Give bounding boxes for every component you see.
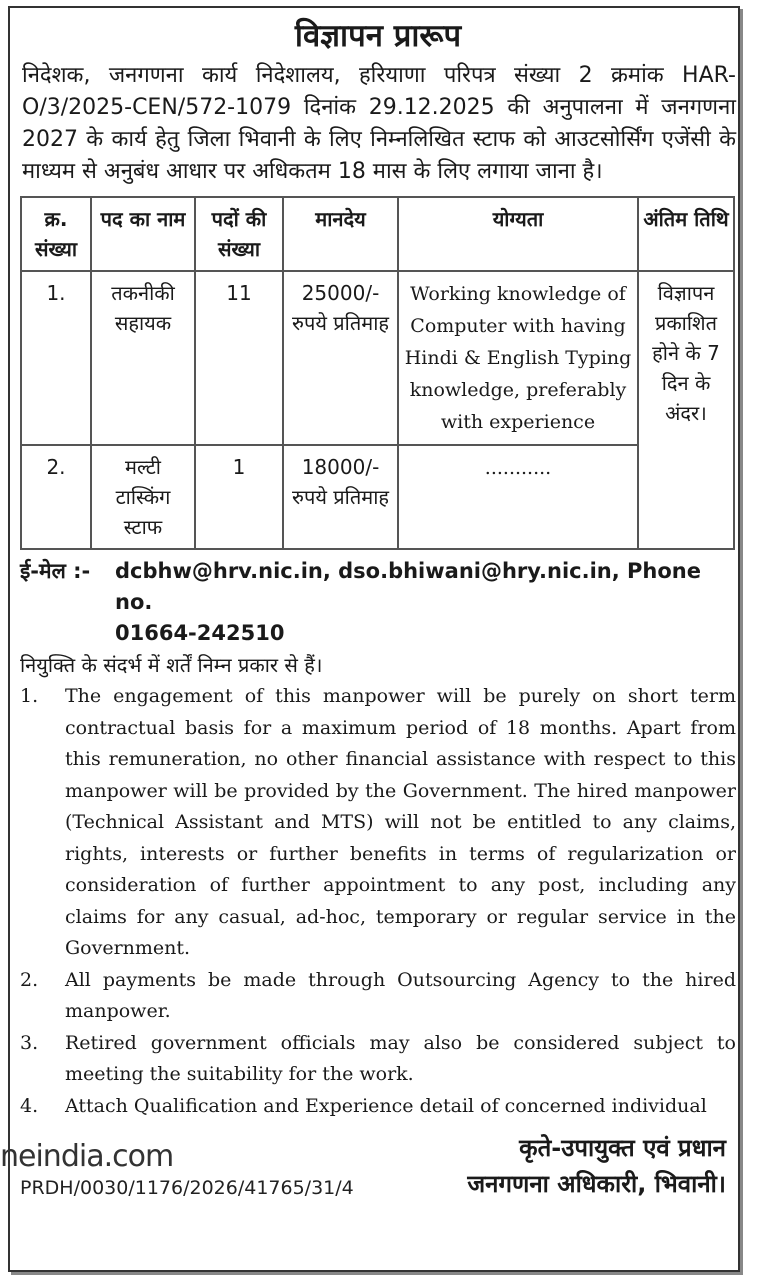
cell-pay: 25000/- रुपये प्रतिमाह (283, 271, 398, 445)
item-text: Retired government officials may also be considered subject to meeting the suitability for the work. (65, 1031, 736, 1085)
footer (0, 1130, 736, 1202)
header-sno: क्र. संख्या (21, 197, 91, 271)
list-item (20, 1028, 736, 1091)
email-label: ई-मेल :- (20, 559, 91, 583)
contact-info (20, 556, 736, 649)
item-number: 2. (20, 968, 39, 991)
cell-sno: 2. (21, 445, 91, 549)
reference-number: PRDH/0030/1176/2026/41765/31/4 (20, 1177, 354, 1199)
item-number: 4. (20, 1094, 39, 1117)
phone-number: 01664-242510 (115, 621, 285, 645)
terms-list (20, 681, 736, 1122)
cell-post: तकनीकी सहायक (91, 271, 195, 445)
item-number: 3. (20, 1031, 39, 1054)
posts-table (20, 196, 735, 550)
page-title: विज्ञापन प्रारूप (294, 18, 462, 54)
table-row (21, 445, 734, 549)
footer-left (0, 1139, 354, 1202)
signature-line-1: कृते-उपायुक्त एवं प्रधान (519, 1134, 726, 1162)
cell-count: 1 (195, 445, 283, 549)
cell-qualification: Working knowledge of Computer with having Hindi & English Typing knowledge, preferably with experience (398, 271, 638, 445)
header-post: पद का नाम (91, 197, 195, 271)
item-text: The engagement of this manpower will be purely on short term contractual basis for a maximum period of 18 months. Apart from this remuneration, no other financial assistance with respect to this manpower will be provided by the Government. The hired manpower (Technical Assistant and MTS) will not be entitled to any claims, rights, interests or further benefits in terms of regularization or consideration of further appointment to any post, including any claims for any casual, ad-hoc, temporary or regular service in the Government. (65, 685, 736, 959)
signature-block (467, 1130, 726, 1202)
item-text: Attach Qualification and Experience detail of concerned individual (65, 1094, 707, 1117)
table-header-row (21, 197, 734, 271)
cell-last-date: विज्ञापन प्रकाशित होने के 7 दिन के अंदर। (638, 271, 734, 549)
conditions-heading: नियुक्ति के संदर्भ में शर्तें निम्न प्रकार से हैं। (20, 653, 323, 677)
item-text: All payments be made through Outsourcing Agency to the hired manpower. (65, 968, 736, 1022)
header-qualification: योग्यता (398, 197, 638, 271)
cell-pay: 18000/- रुपये प्रतिमाह (283, 445, 398, 549)
signature-line-2: जनगणना अधिकारी, भिवानी। (467, 1170, 726, 1198)
item-number: 1. (20, 685, 39, 707)
cell-qualification: ........... (398, 445, 638, 549)
cell-post: मल्टी टास्किंग स्टाफ (91, 445, 195, 549)
header-last-date: अंतिम तिथि (638, 197, 734, 271)
watermark: neindia.com (0, 1139, 174, 1174)
cell-count: 11 (195, 271, 283, 445)
list-item (20, 681, 736, 965)
header-pay: मानदेय (283, 197, 398, 271)
table-row (21, 271, 734, 445)
cell-sno: 1. (21, 271, 91, 445)
list-item (20, 1091, 736, 1123)
header-count: पदों की संख्या (195, 197, 283, 271)
intro-paragraph: निदेशक, जनगणना कार्य निदेशालय, हरियाणा परिपत्र संख्या 2 क्रमांक HAR-O/3/2025-CEN/572-1079 दिनांक 29.12.2025 की अनुपालना में जनगणना 2027 के कार्य हेतु जिला भिवानी के लिए निम्नलिखित स्टाफ को आउटसोर्सिंग एजेंसी के माध्यम से अनुबंध आधार पर अधिकतम 18 मास के लिए लगाया जाना है। (22, 63, 736, 184)
email-addresses: dcbhw@hrv.nic.in, dso.bhiwani@hry.nic.in, Phone no. (115, 559, 701, 614)
list-item (20, 965, 736, 1028)
